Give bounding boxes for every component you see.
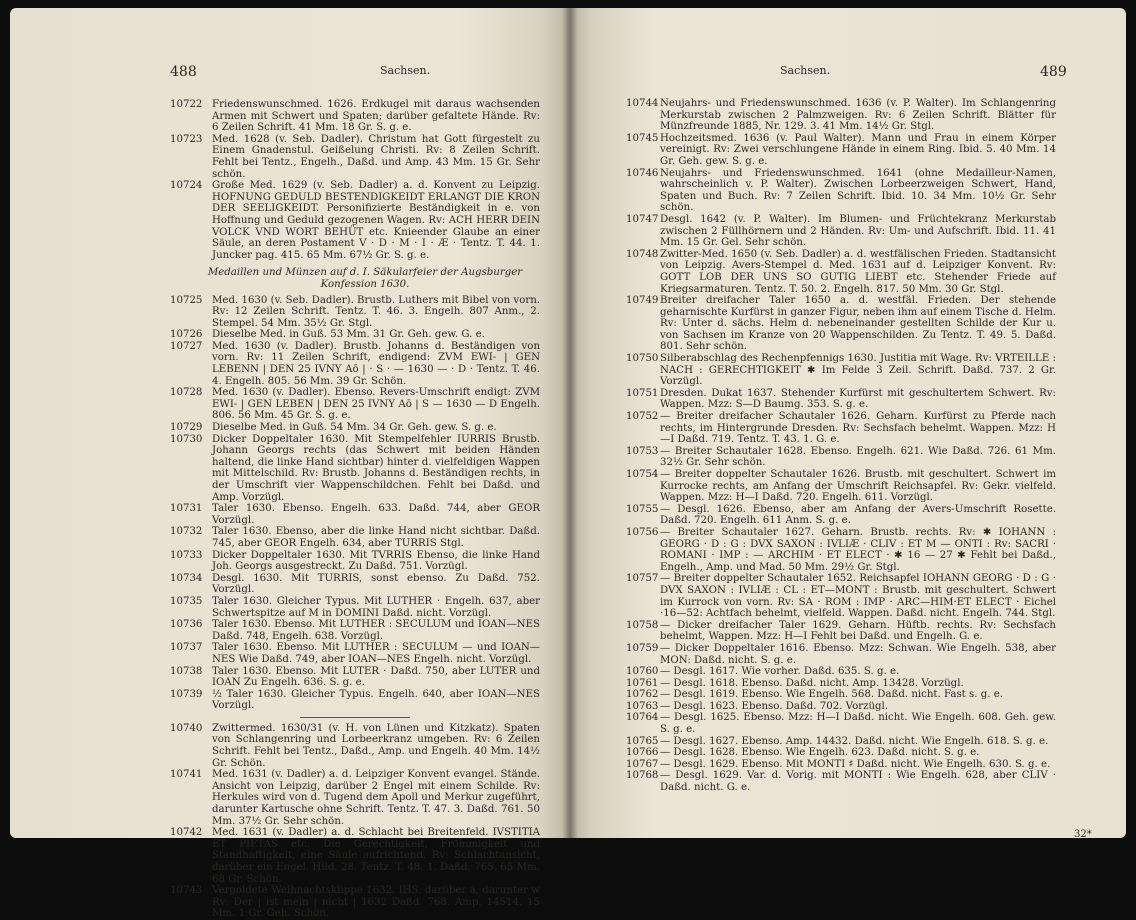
lot-description: — Desgl. 1625. Ebenso. Mzz: H—I Daßd. nicht. Wie Engelh. 608. Geh. gew. S. g. e. [660, 712, 1056, 736]
lot-number: 10743 [170, 885, 203, 897]
lot-entry [626, 736, 1056, 748]
lot-number: 10725 [170, 294, 203, 306]
lot-number: 10741 [170, 769, 203, 781]
lot-description: — Breiter Schautaler 1628. Ebenso. Engelh. 621. Wie Daßd. 726. 61 Mm. 32½ Gr. Sehr schön. [660, 445, 1056, 469]
lot-description: — Dicker dreifacher Taler 1629. Geharn. Hüftb. rechts. Rv: Sechsfach behelmt, Wappen. Mzz: H—I Fehlt bei Daßd. und Engelh. G. e. [660, 619, 1056, 643]
section-divider [300, 717, 410, 718]
lot-entry [170, 341, 540, 387]
lot-description: — Desgl. 1623. Ebenso. Daßd. 702. Vorzügl. [660, 700, 889, 712]
lot-number: 10753 [626, 445, 659, 457]
lot-number: 10730 [170, 433, 203, 445]
lot-number: 10736 [170, 619, 203, 631]
lot-description: Taler 1630. Ebenso. Mit LUTER · Daßd. 750, aber LUTER und IOAN Zu Engelh. 636. S. g. e. [212, 665, 540, 689]
lot-entry [626, 712, 1056, 735]
lot-entry [626, 666, 1056, 678]
left-page [10, 8, 570, 920]
lot-description: — Desgl. 1629. Ebenso. Mit MONTI ♯ Daßd. nicht. Wie Engelh. 630. S. g. e. [660, 758, 1051, 770]
lot-description: Vergoldete Weihnachtsklippe 1632. IHS, darüber a, darunter w Rv: Der | ist mein | nicht | 1632 Daßd. 768. Amp. 14514. 15 Mm. 1 Gr. Geh. Schön. [212, 885, 540, 920]
lot-description: Dieselbe Med. in Guß. 54 Mm. 34 Gr. Geh. gew. S. g. e. [212, 422, 497, 434]
lot-number: 10751 [626, 387, 659, 399]
lot-number: 10752 [626, 411, 659, 423]
lot-entry [170, 689, 540, 712]
lot-description: Taler 1630. Ebenso, aber die linke Hand nicht sichtbar. Daßd. 745, aber GEOR Engelh. 634, aber TURRIS Stgl. [212, 526, 540, 549]
lot-description: Taler 1630. Gleicher Typus. Mit LUTHER · Engelh. 637, aber Schwertspitze auf M in DOMINI Daßd. nicht. Vorzügl. [212, 595, 540, 619]
lot-description: Taler 1630. Ebenso. Engelh. 633. Daßd. 744, aber GEOR Vorzügl. [212, 503, 540, 526]
lot-entry [626, 353, 1056, 388]
lot-number: 10728 [170, 387, 203, 399]
lot-entry [626, 214, 1056, 249]
lot-entry [626, 295, 1056, 353]
lot-number: 10765 [626, 735, 659, 747]
lot-entry [170, 619, 540, 642]
lot-description: — Desgl. 1627. Ebenso. Amp. 14432. Daßd. nicht. Wie Engelh. 618. S. g. e. [660, 735, 1049, 747]
left-entries-before [170, 99, 540, 261]
lot-number: 10750 [626, 353, 659, 365]
lot-description: Med. 1631 (v. Dadler) a. d. Schlacht bei Breitenfeld. IVSTITIA ET PIETAS etc. Die Gerechtigkeit, Frömmigkeit und Standhaftigkeit, eine Säule aufrichtend. Rv: Schlachtansicht, darüber ein Engel. Hild. 28. Tentz. T. 48. 1. Daßd. 765. 65 Mm. 68 Gr. Schön. [212, 827, 540, 885]
lot-description: Zwittermed. 1630/31 (v. H. von Lünen und Kitzkatz). Spaten von Schlangenring und Lorbeerkranz umgeben. Rv: 6 Zeilen Schrift. Fehlt bei Tentz., Daßd., Amp. und Engelh. 40 Mm. 14½ Gr. Schön. [212, 722, 540, 769]
lot-description: Med. 1631 (v. Dadler) a. d. Leipziger Konvent evangel. Stände. Ansicht von Leipzig, darüber 2 Engel mit einem Schilde. Rv: Herkules wird von d. Tugend dem Apoll und Merkur zugeführt, darunter Kartusche ohne Schrift. Tentz. T. 47. 3. Daßd. 761. 50 Mm. 37½ Gr. Sehr schön. [212, 769, 540, 827]
lot-description: — Desgl. 1629. Var. d. Vorig. mit MONTI : Wie Engelh. 628, aber CLIV · Daßd. nicht. G. e. [660, 770, 1056, 794]
lot-description: — Breiter doppelter Schautaler 1652. Reichsapfel IOHANN GEORG · D : G · DVX SAXON : IVLIÆ : CL : ET—MONT : Brustb. mit geschultert. Schwert im Kurrock von vorn. Rv: SA · ROM : IMP · ARC—HIM·ET ELECT · Eichel ·16—52: Achtfach behelmt, vielfeld. Wappen. Daßd. nicht. Engelh. 744. Stgl. [660, 573, 1056, 620]
lot-entry [170, 723, 540, 769]
lot-number: 10762 [626, 689, 659, 701]
left-entries-after [170, 295, 540, 712]
lot-description: Taler 1630. Ebenso. Mit LUTHER : SECULUM und IOAN—NES Daßd. 748, Engelh. 638. Vorzügl. [212, 619, 540, 642]
lot-entry [626, 573, 1056, 619]
lot-description: Zwitter-Med. 1650 (v. Seb. Dadler) a. d. westfälischen Frieden. Stadtansicht von Leipzig. Avers-Stempel d. Med. 1631 auf d. Leipziger Konvent. Rv: GOTT LOB DER UNS SO GUTIG LIEBT etc. Stehender Friede auf Kriegsarmaturen. Tentz. T. 50. 2. Engelh. 817. 50 Mm. 30 Gr. Stgl. [660, 248, 1056, 295]
lot-number: 10735 [170, 595, 203, 607]
lot-number: 10759 [626, 642, 659, 654]
lot-entry [170, 99, 540, 134]
lot-number: 10724 [170, 180, 203, 192]
lot-number: 10749 [626, 295, 659, 307]
left-entry-list [170, 99, 540, 920]
lot-entry [170, 422, 540, 434]
lot-number: 10761 [626, 677, 659, 689]
lot-number: 10757 [626, 573, 659, 585]
lot-description: — Desgl. 1619. Ebenso. Wie Engelh. 568. Daßd. nicht. Fast s. g. e. [660, 689, 1003, 701]
lot-entry [170, 180, 540, 261]
lot-description: Med. 1628 (v. Seb. Dadler). Christum hat Gott fürgestelt zu Einem Gnadenstul. Geißelung Christi. Rv: 8 Zeilen Schrift. Fehlt bei Tentz., Engelh., Daßd. und Amp. 43 Mm. 15 Gr. Sehr schön. [212, 133, 540, 180]
lot-number: 10731 [170, 503, 203, 515]
lot-number: 10763 [626, 700, 659, 712]
lot-number: 10726 [170, 329, 203, 341]
lot-description: Silberabschlag des Rechenpfennigs 1630. Justitia mit Wage. Rv: VRTEILLE : NACH : GERECHTIGKEIT ✱ Im Felde 3 Zeil. Schrift. Daßd. 737. 2 Gr. Vorzügl. [660, 353, 1056, 388]
lot-description: Desgl. 1630. Mit TURRIS, sonst ebenso. Zu Daßd. 752. Vorzügl. [212, 572, 540, 596]
lot-description: — Dicker Doppeltaler 1616. Ebenso. Mzz: Schwan. Wie Engelh. 538, aber MON: Daßd. nicht. S. g. e. [660, 642, 1056, 666]
lot-number: 10740 [170, 722, 203, 734]
lot-entry [626, 643, 1056, 666]
lot-number: 10756 [626, 526, 659, 538]
lot-description: Dicker Doppeltaler 1630. Mit Stempelfehler IURRIS Brustb. Johann Georgs rechts (das Schwert mit beiden Händen haltend, die linke Hand sichtbar) hinter d. vielfeldigen Wappen mit Mittelschild. Rv: Brustb. Johanns d. Beständigen rechts, in der Umschrift vier Wappenschildchen. Fehlt bei Daßd. und Amp. Vorzügl. [212, 433, 540, 503]
lot-entry [626, 168, 1056, 214]
lot-entry [170, 134, 540, 180]
lot-entry [170, 295, 540, 330]
left-entries-final [170, 723, 540, 920]
lot-number: 10758 [626, 619, 659, 631]
lot-entry [170, 550, 540, 573]
lot-number: 10767 [626, 758, 659, 770]
lot-number: 10737 [170, 642, 203, 654]
left-running-head: Sachsen. [380, 64, 431, 77]
lot-entry [626, 133, 1056, 168]
lot-description: — Breiter Schautaler 1627. Geharn. Brustb. rechts. Rv: ✱ IOHANN : GEORG · D : G : DVX SAXON : IVLIÆ · CLIV : ET M — ONTI : Rv: SACRI · ROMANI · IMP : — ARCHIM · ET ELECT · ✱ 16 — 27 ✱ Fehlt bei Daßd., Engelh., Amp. und Mad. 50 Mm. 29½ Gr. Stgl. [660, 526, 1056, 573]
lot-entry [626, 249, 1056, 295]
lot-entry [626, 411, 1056, 446]
lot-entry [626, 689, 1056, 701]
lot-entry [170, 526, 540, 549]
lot-number: 10754 [626, 469, 659, 480]
lot-description: Dicker Doppeltaler 1630. Mit TVRRIS Ebenso, die linke Hand Joh. Georgs ausgestreckt. Zu Daßd. 751. Vorzügl. [212, 549, 540, 573]
lot-description: Taler 1630. Ebenso. Mit LUTHER : SECULUM — und IOAN—NES Wie Daßd. 749, aber IOAN—NES Engelh. nicht. Vorzügl. [212, 642, 540, 665]
lot-description: — Desgl. 1618. Ebenso. Daßd. nicht. Amp. 13428. Vorzügl. [660, 677, 964, 689]
right-running-head: Sachsen. [780, 64, 831, 77]
lot-description: ½ Taler 1630. Gleicher Typus. Engelh. 640, aber IOAN—NES Vorzügl. [212, 688, 540, 712]
right-entry-list [626, 98, 1056, 794]
lot-entry [170, 596, 540, 619]
lot-entry [626, 678, 1056, 690]
lot-entry [170, 666, 540, 689]
lot-description: — Desgl. 1626. Ebenso, aber am Anfang der Avers-Umschrift Rosette. Daßd. 720. Engelh. 611 Anm. S. g. e. [660, 503, 1056, 527]
lot-entry [170, 885, 540, 920]
signature-mark: 32* [1074, 829, 1092, 840]
lot-number: 10727 [170, 340, 203, 352]
lot-description: — Breiter doppelter Schautaler 1626. Brustb. mit geschultert. Schwert im Kurrocke rechts, am Anfang der Umschrift Reichsapfel. Rv: Gekr. vielfeld. Wappen. Mzz: H—I Daßd. 720. Engelh. 611. Vorzügl. [660, 469, 1056, 504]
right-page [570, 8, 1126, 838]
lot-entry [626, 469, 1056, 504]
lot-entry [626, 446, 1056, 469]
lot-description: — Breiter dreifacher Schautaler 1626. Geharn. Kurfürst zu Pferde nach rechts, im Hintergrunde Dresden. Rv: Sechsfach behelmt. Wappen. Mzz: H—I Daßd. 719. Tentz. T. 43. 1. G. e. [660, 411, 1056, 446]
lot-number: 10738 [170, 665, 203, 677]
lot-description: Große Med. 1629 (v. Seb. Dadler) a. d. Konvent zu Leipzig. HOFNUNG GEDULD BESTENDIGKEIDT ERLANGT DIE KRON DER SEELIGKEIDT. Personifizierte Beständigkeit in e. von Hoffnung und Geduld gezogenen Wagen. Rv: ACH HERR DEIN VOLCK VND WORT BEHÜT etc. Knieender Glaube an einer Säule, an deren Postament V · D · M · I · Æ · Tentz. T. 44. 1. Juncker pag. 415. 65 Mm. 67½ Gr. S. g. e. [212, 180, 540, 261]
lot-entry [170, 434, 540, 504]
lot-description: Med. 1630 (v. Dadler). Brustb. Johanns d. Beständigen von vorn. Rv: 11 Zeilen Schrift, endigend: ZVM EWI- | GEN LEBENN | DEN 25 IVNY Aō | · S · — 1630 — · D · Tentz. T. 46. 4. Engelh. 805. 56 Mm. 39 Gr. Schön. [212, 340, 540, 387]
lot-entry [170, 769, 540, 827]
lot-number: 10723 [170, 133, 203, 145]
lot-number: 10745 [626, 132, 659, 144]
lot-description: Breiter dreifacher Taler 1650 a. d. westfäl. Frieden. Der stehende geharnischte Kurfürst in ganzer Figur, neben ihm auf einem Tische d. Helm. Rv: Unter d. sächs. Helm d. nebeneinander gestellten Schilde der Kur u. von Sachsen im Kranze von 20 Wappenschilden. Zu Tentz. T. 49. 5. Daßd. 801. Sehr schön. [660, 295, 1056, 353]
lot-number: 10734 [170, 572, 203, 584]
lot-number: 10764 [626, 712, 659, 724]
open-book [10, 8, 1126, 920]
lot-entry [626, 527, 1056, 573]
right-page-number: 489 [1040, 64, 1067, 80]
section-title: Medaillen und Münzen auf d. I. Säkularfeier der Augsburger Konfession 1630. [207, 267, 523, 290]
left-page-number: 488 [170, 64, 197, 80]
lot-description: Dieselbe Med. in Guß. 53 Mm. 31 Gr. Geh. gew. G. e. [212, 329, 485, 341]
lot-entry [626, 747, 1056, 759]
lot-entry [626, 504, 1056, 527]
lot-description: Med. 1630 (v. Dadler). Ebenso. Revers-Umschrift endigt: ZVM EWI- | GEN LEBEN | DEN 25 IVNY Aō | S — 1630 — D Engelh. 806. 56 Mm. 45 Gr. S. g. e. [212, 387, 540, 422]
lot-description: — Desgl. 1628. Ebenso. Wie Engelh. 623. Daßd. nicht. S. g. e. [660, 747, 980, 759]
lot-number: 10760 [626, 666, 659, 678]
lot-entry [170, 387, 540, 422]
lot-entry [170, 827, 540, 885]
lot-number: 10748 [626, 248, 659, 260]
lot-number: 10744 [626, 98, 659, 109]
lot-number: 10732 [170, 526, 203, 538]
lot-number: 10766 [626, 747, 659, 759]
lot-number: 10755 [626, 503, 659, 515]
lot-description: Desgl. 1642 (v. P. Walter). Im Blumen- und Früchtekranz Merkurstab zwischen 2 Füllhörnern und 2 Händen. Rv: Um- und Aufschrift. Ibid. 11. 41 Mm. 15 Gr. Gel. Sehr schön. [660, 213, 1056, 249]
book-gutter [562, 8, 578, 838]
lot-description: Neujahrs- und Friedenswunschmed. 1636 (v. P. Walter). Im Schlangenring Merkurstab zwischen 2 Palmzweigen. Rv: 6 Zeilen Schrift. Blätter für Münzfreunde 1885, Nr. 129. 3. 41 Mm. 14½ Gr. Stgl. [660, 98, 1056, 133]
lot-number: 10739 [170, 688, 203, 700]
lot-entry [626, 701, 1056, 713]
lot-number: 10742 [170, 827, 203, 839]
lot-entry [170, 329, 540, 341]
lot-entry [170, 573, 540, 596]
lot-description: Dresden. Dukat 1637. Stehender Kurfürst mit geschultertem Schwert. Rv: Wappen. Mzz: S—D Baumg. 353. S. g. e. [660, 387, 1056, 411]
lot-description: Hochzeitsmed. 1636 (v. Paul Walter). Mann und Frau in einem Körper vereinigt. Rv: Zwei verschlungene Hände in einem Ring. Ibid. 5. 40 Mm. 14 Gr. Geh. gew. S. g. e. [660, 132, 1056, 167]
lot-entry [626, 759, 1056, 771]
lot-entry [626, 388, 1056, 411]
lot-number: 10733 [170, 549, 203, 561]
lot-number: 10722 [170, 99, 203, 110]
lot-entry [626, 620, 1056, 643]
lot-number: 10768 [626, 770, 659, 782]
lot-entry [170, 503, 540, 526]
lot-number: 10747 [626, 213, 659, 225]
lot-number: 10746 [626, 167, 659, 179]
lot-description: Med. 1630 (v. Seb. Dadler). Brustb. Luthers mit Bibel von vorn. Rv: 12 Zeilen Schrift. Tentz. T. 46. 3. Engelh. 807 Anm., 2. Stempel. 54 Mm. 35½ Gr. Stgl. [212, 294, 540, 329]
lot-entry [170, 642, 540, 665]
lot-entry [626, 770, 1056, 793]
lot-description: Friedenswunschmed. 1626. Erdkugel mit daraus wachsenden Armen mit Schwert und Spaten; darüber gefaltete Hände. Rv: 6 Zeilen Schrift. 41 Mm. 18 Gr. S. g. e. [212, 99, 540, 134]
lot-number: 10729 [170, 422, 203, 434]
lot-description: — Desgl. 1617. Wie vorher. Daßd. 635. S. g. e. [660, 666, 900, 678]
lot-description: Neujahrs- und Friedenswunschmed. 1641 (ohne Medailleur-Namen, wahrscheinlich v. P. Walter). Zwischen Lorbeerzweigen Schwert, Hand, Spaten und Buch. Rv: 7 Zeilen Schrift. Ibid. 10. 34 Mm. 10½ Gr. Sehr schön. [660, 167, 1056, 214]
lot-entry [626, 98, 1056, 133]
